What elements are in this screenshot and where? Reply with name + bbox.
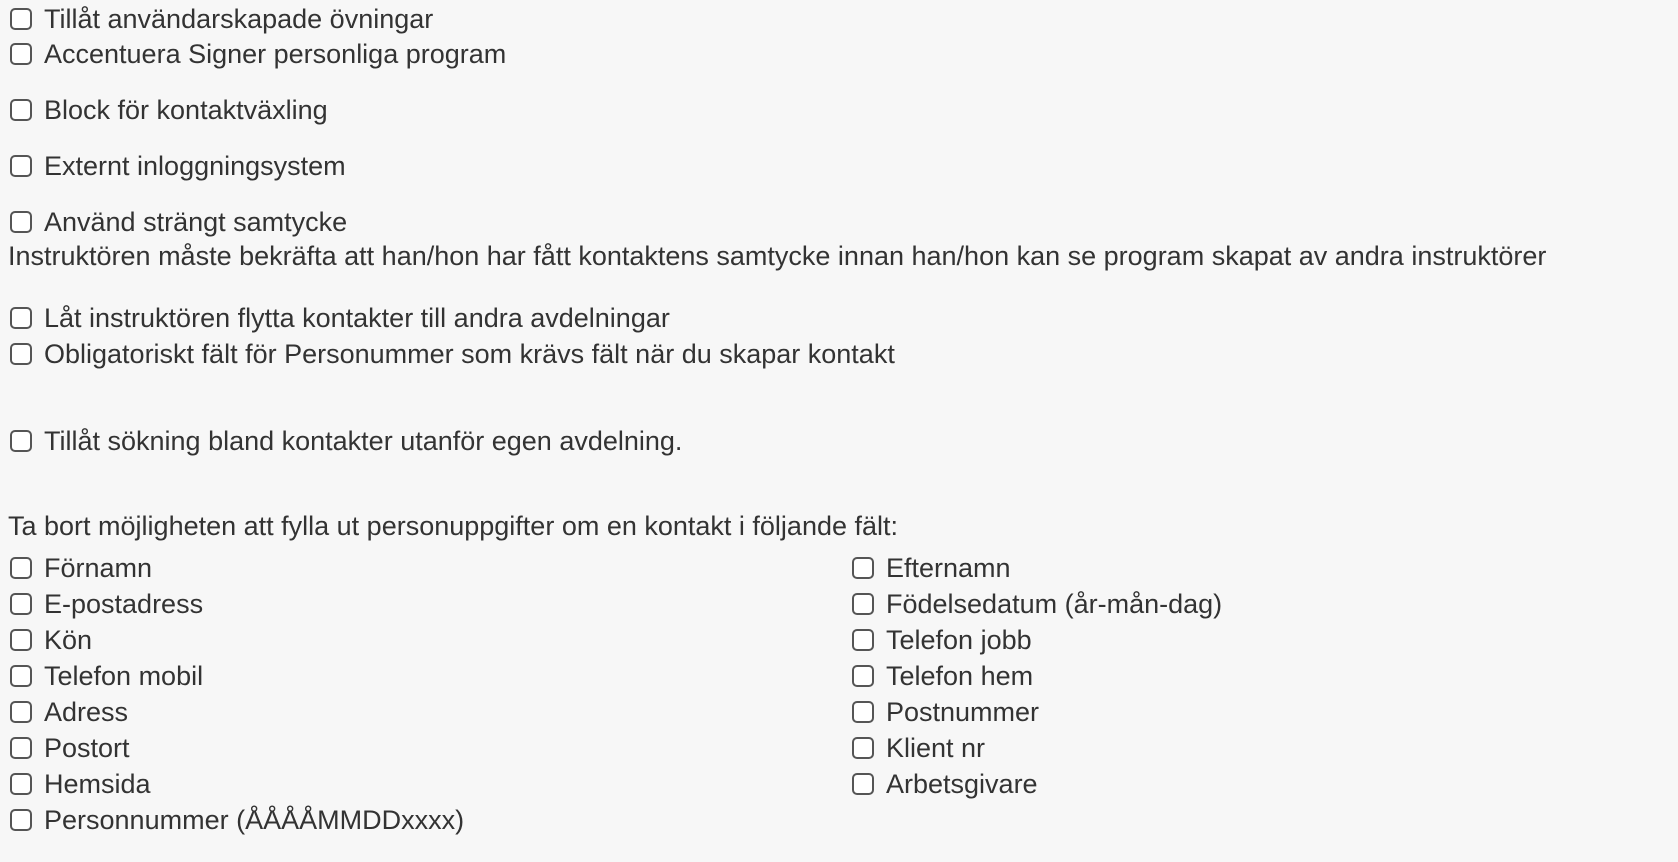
field-homepage[interactable] [10, 767, 151, 801]
field-last-name[interactable] [852, 551, 1011, 585]
block-contact-switch-label: Block för kontaktväxling [44, 94, 328, 125]
first-name-checkbox[interactable] [10, 557, 32, 579]
field-gender[interactable] [10, 623, 92, 657]
search-outside-department-checkbox[interactable] [10, 430, 32, 452]
field-address[interactable] [10, 695, 128, 729]
field-first-name[interactable] [10, 551, 152, 585]
email-checkbox[interactable] [10, 593, 32, 615]
accentuate-signer-checkbox[interactable] [10, 43, 32, 65]
work-phone-checkbox[interactable] [852, 629, 874, 651]
gender-checkbox[interactable] [10, 629, 32, 651]
field-home-phone[interactable] [852, 659, 1033, 693]
external-login-label: Externt inloggningsystem [44, 150, 346, 181]
move-contacts-label: Låt instruktören flytta kontakter till andra avdelningar [44, 302, 670, 333]
work-phone-label: Telefon jobb [886, 624, 1032, 655]
personal-number-checkbox[interactable] [10, 809, 32, 831]
mobile-phone-checkbox[interactable] [10, 665, 32, 687]
postal-code-checkbox[interactable] [852, 701, 874, 723]
option-move-contacts[interactable] [10, 301, 670, 335]
field-email[interactable] [10, 587, 203, 621]
homepage-checkbox[interactable] [10, 773, 32, 795]
homepage-label: Hemsida [44, 768, 151, 799]
birthdate-checkbox[interactable] [852, 593, 874, 615]
last-name-label: Efternamn [886, 552, 1011, 583]
option-strict-consent[interactable] [10, 205, 347, 239]
option-block-contact-switch[interactable] [10, 93, 328, 127]
external-login-checkbox[interactable] [10, 155, 32, 177]
option-external-login[interactable] [10, 149, 346, 183]
city-checkbox[interactable] [10, 737, 32, 759]
personal-fields-heading: Ta bort möjligheten att fylla ut personuppgifter om en kontakt i följande fält: [8, 511, 899, 541]
allow-user-exercises-label: Tillåt användarskapade övningar [44, 3, 434, 34]
allow-user-exercises-checkbox[interactable] [10, 8, 32, 30]
field-birthdate[interactable] [852, 587, 1222, 621]
home-phone-label: Telefon hem [886, 660, 1034, 691]
strict-consent-checkbox[interactable] [10, 211, 32, 233]
address-label: Adress [44, 696, 129, 727]
postal-code-label: Postnummer [886, 696, 1040, 727]
field-mobile-phone[interactable] [10, 659, 203, 693]
mandatory-personal-number-checkbox[interactable] [10, 343, 32, 365]
field-personal-number[interactable] [10, 803, 464, 837]
last-name-checkbox[interactable] [852, 557, 874, 579]
mandatory-personal-number-label: Obligatoriskt fält för Personummer som krävs fält när du skapar kontakt [44, 338, 895, 369]
strict-consent-label: Använd strängt samtycke [44, 206, 348, 237]
block-contact-switch-checkbox[interactable] [10, 99, 32, 121]
gender-label: Kön [44, 624, 93, 655]
field-employer[interactable] [852, 767, 1038, 801]
move-contacts-checkbox[interactable] [10, 307, 32, 329]
client-number-checkbox[interactable] [852, 737, 874, 759]
option-search-outside-department[interactable] [10, 424, 682, 458]
mobile-phone-label: Telefon mobil [44, 660, 204, 691]
accentuate-signer-label: Accentuera Signer personliga program [44, 38, 507, 69]
search-outside-department-label: Tillåt sökning bland kontakter utanför egen avdelning. [44, 425, 683, 456]
strict-consent-description: Instruktören måste bekräfta att han/hon har fått kontaktens samtycke innan han/hon kan se program skapat av andra instruktörer [8, 241, 1547, 271]
address-checkbox[interactable] [10, 701, 32, 723]
birthdate-label: Födelsedatum (år-mån-dag) [886, 588, 1223, 619]
option-accentuate-signer[interactable] [10, 37, 506, 71]
field-postal-code[interactable] [852, 695, 1039, 729]
field-client-number[interactable] [852, 731, 985, 765]
city-label: Postort [44, 732, 130, 763]
personal-number-label: Personnummer (ÅÅÅÅMMDDxxxx) [44, 804, 465, 835]
email-label: E-postadress [44, 588, 204, 619]
first-name-label: Förnamn [44, 552, 153, 583]
client-number-label: Klient nr [886, 732, 986, 763]
option-mandatory-personal-number[interactable] [10, 337, 895, 371]
field-city[interactable] [10, 731, 130, 765]
option-allow-user-exercises[interactable] [10, 2, 433, 36]
home-phone-checkbox[interactable] [852, 665, 874, 687]
field-work-phone[interactable] [852, 623, 1032, 657]
employer-label: Arbetsgivare [886, 768, 1038, 799]
employer-checkbox[interactable] [852, 773, 874, 795]
